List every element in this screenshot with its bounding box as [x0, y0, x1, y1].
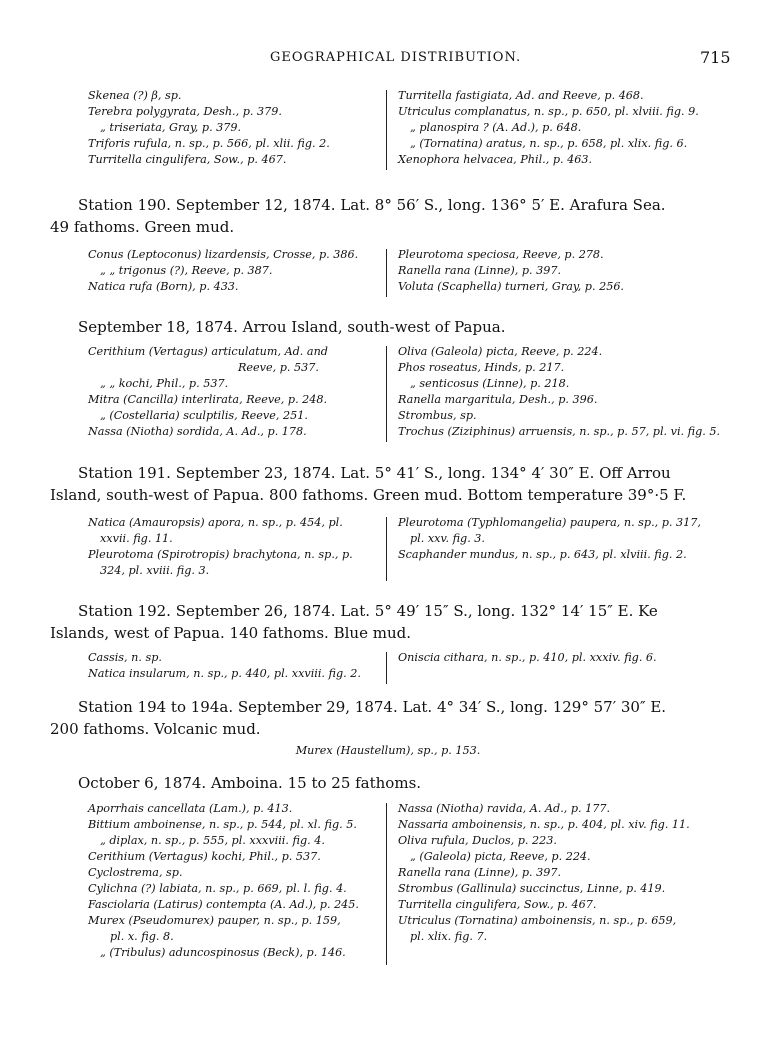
list-item: Bittium amboinense, n. sp., p. 544, pl. xl. fig. 5.: [88, 818, 357, 831]
list-item: Mitra (Cancilla) interlirata, Reeve, p. 248.: [88, 393, 328, 406]
list-item: Pleurotoma (Typhlomangelia) paupera, n. sp., p. 317,: [398, 516, 701, 529]
list-item: Utriculus complanatus, n. sp., p. 650, pl. xlviii. fig. 9.: [398, 105, 699, 118]
list-item: Skenea (?) β, sp.: [88, 89, 182, 102]
column-divider: [386, 249, 387, 297]
list-item: Turritella cingulifera, Sow., p. 467.: [88, 153, 287, 166]
arrou-island-list: [0, 344, 776, 442]
list-item: Xenophora helvacea, Phil., p. 463.: [398, 153, 593, 166]
list-item: „ triseriata, Gray, p. 379.: [100, 121, 242, 134]
running-head: [0, 50, 776, 70]
station-191-heading: Station 191. September 23, 1874. Lat. 5° 41′ S., long. 134° 4′ 30″ E. Off Arrou Island, south-west of Papua. 800 fathoms. Green mud. Bottom temperature 39°·5 F.: [50, 464, 687, 504]
left-column: [88, 650, 378, 682]
right-column: [398, 344, 733, 440]
list-item: Scaphander mundus, n. sp., p. 643, pl. xlviii. fig. 2.: [398, 548, 687, 561]
list-item: Turritella fastigiata, Ad. and Reeve, p. 468.: [398, 89, 644, 102]
right-column: [398, 88, 733, 168]
list-item: Pleurotoma speciosa, Reeve, p. 278.: [398, 248, 604, 261]
list-item: „ (Tribulus) aduncospinosus (Beck), p. 146.: [100, 946, 346, 959]
list-item: Ranella margaritula, Desh., p. 396.: [398, 393, 598, 406]
list-item: Murex (Pseudomurex) pauper, n. sp., p. 159,: [88, 914, 341, 927]
list-item: Utriculus (Tornatina) amboinensis, n. sp., p. 659,: [398, 914, 677, 927]
list-item: Ranella rana (Linne), p. 397.: [398, 866, 562, 879]
station-194-single-entry: [0, 744, 776, 757]
running-head-title: GEOGRAPHICAL DISTRIBUTION.: [270, 50, 522, 65]
list-item: Nassa (Niotha) sordida, A. Ad., p. 178.: [88, 425, 307, 438]
list-item: „ planospira ? (A. Ad.), p. 648.: [410, 121, 582, 134]
amboina-heading: October 6, 1874. Amboina. 15 to 25 fathoms.: [78, 774, 422, 792]
list-item: Triforis rufula, n. sp., p. 566, pl. xlii. fig. 2.: [88, 137, 330, 150]
list-item: Cerithium (Vertagus) articulatum, Ad. and: [88, 345, 328, 358]
column-divider: [386, 652, 387, 684]
list-item: „ diplax, n. sp., p. 555, pl. xxxviii. fig. 4.: [100, 834, 325, 847]
station-190-heading: Station 190. September 12, 1874. Lat. 8° 56′ S., long. 136° 5′ E. Arafura Sea. 49 fathoms. Green mud.: [50, 196, 666, 236]
list-item: Fasciolaria (Latirus) contempta (A. Ad.), p. 245.: [88, 898, 359, 911]
list-item: Natica (Amauropsis) apora, n. sp., p. 454, pl.: [88, 516, 343, 529]
station-194-heading: Station 194 to 194a. September 29, 1874. Lat. 4° 34′ S., long. 129° 57′ 30″ E. 200 fathoms. Volcanic mud.: [50, 698, 667, 738]
arrou-island-heading: September 18, 1874. Arrou Island, south-west of Papua.: [78, 318, 506, 336]
column-divider: [386, 517, 387, 581]
list-item: Turritella cingulifera, Sow., p. 467.: [398, 898, 597, 911]
station-192-list: [0, 650, 776, 684]
list-item: „ (Galeola) picta, Reeve, p. 224.: [410, 850, 591, 863]
list-item: Conus (Leptoconus) lizardensis, Crosse, p. 386.: [88, 248, 359, 261]
list-item: „ (Costellaria) sculptilis, Reeve, 251.: [100, 409, 308, 422]
list-item: Cerithium (Vertagus) kochi, Phil., p. 537.: [88, 850, 321, 863]
list-item: „ „ kochi, Phil., p. 537.: [100, 377, 229, 390]
amboina-list: [0, 801, 776, 965]
list-item: Cassis, n. sp.: [88, 651, 162, 664]
column-divider: [386, 803, 387, 965]
left-column: [88, 247, 378, 295]
list-item: Aporrhais cancellata (Lam.), p. 413.: [88, 802, 293, 815]
list-item: 324, pl. xviii. fig. 3.: [100, 564, 210, 577]
list-item: Oliva (Galeola) picta, Reeve, p. 224.: [398, 345, 603, 358]
list-item: Natica insularum, n. sp., p. 440, pl. xxviii. fig. 2.: [88, 667, 361, 680]
list-item: Trochus (Ziziphinus) arruensis, n. sp., p. 57, pl. vi. fig. 5.: [398, 425, 721, 438]
list-item: Strombus (Gallinula) succinctus, Linne, p. 419.: [398, 882, 666, 895]
right-column: [398, 247, 733, 295]
list-item: Nassaria amboinensis, n. sp., p. 404, pl. xiv. fig. 11.: [398, 818, 690, 831]
list-item: Nassa (Niotha) ravida, A. Ad., p. 177.: [398, 802, 611, 815]
right-column: [398, 515, 733, 563]
list-item: Natica rufa (Born), p. 433.: [88, 280, 239, 293]
list-item: Phos roseatus, Hinds, p. 217.: [398, 361, 565, 374]
left-column: [88, 344, 378, 440]
right-column: [398, 801, 733, 945]
list-item: Cyclostrema, sp.: [88, 866, 183, 879]
list-item: „ senticosus (Linne), p. 218.: [410, 377, 570, 390]
right-column: [398, 650, 733, 666]
left-column: [88, 515, 378, 579]
list-item: Strombus, sp.: [398, 409, 477, 422]
list-item: pl. xxv. fig. 3.: [410, 532, 485, 545]
station-190-list: [0, 247, 776, 297]
list-item: Terebra polygyrata, Desh., p. 379.: [88, 105, 282, 118]
list-item: pl. x. fig. 8.: [110, 930, 174, 943]
list-item: Cylichna (?) labiata, n. sp., p. 669, pl. l. fig. 4.: [88, 882, 347, 895]
top-species-list: [0, 88, 776, 170]
list-item: Murex (Haustellum), sp., p. 153.: [295, 744, 481, 757]
list-item: Reeve, p. 537.: [238, 361, 319, 374]
page-number: 715: [700, 48, 731, 67]
list-item: Voluta (Scaphella) turneri, Gray, p. 256.: [398, 280, 624, 293]
left-column: [88, 88, 378, 168]
list-item: Oliva rufula, Duclos, p. 223.: [398, 834, 557, 847]
list-item: Ranella rana (Linne), p. 397.: [398, 264, 562, 277]
station-191-list: [0, 515, 776, 581]
list-item: „ (Tornatina) aratus, n. sp., p. 658, pl. xlix. fig. 6.: [410, 137, 688, 150]
column-divider: [386, 346, 387, 442]
list-item: xxvii. fig. 11.: [100, 532, 173, 545]
list-item: Oniscia cithara, n. sp., p. 410, pl. xxxiv. fig. 6.: [398, 651, 657, 664]
list-item: pl. xlix. fig. 7.: [410, 930, 488, 943]
list-item: Pleurotoma (Spirotropis) brachytona, n. sp., p.: [88, 548, 353, 561]
column-divider: [386, 90, 387, 170]
list-item: „ „ trigonus (?), Reeve, p. 387.: [100, 264, 273, 277]
station-192-heading: Station 192. September 26, 1874. Lat. 5° 49′ 15″ S., long. 132° 14′ 15″ E. Ke Islands, west of Papua. 140 fathoms. Blue mud.: [50, 602, 658, 642]
left-column: [88, 801, 378, 961]
